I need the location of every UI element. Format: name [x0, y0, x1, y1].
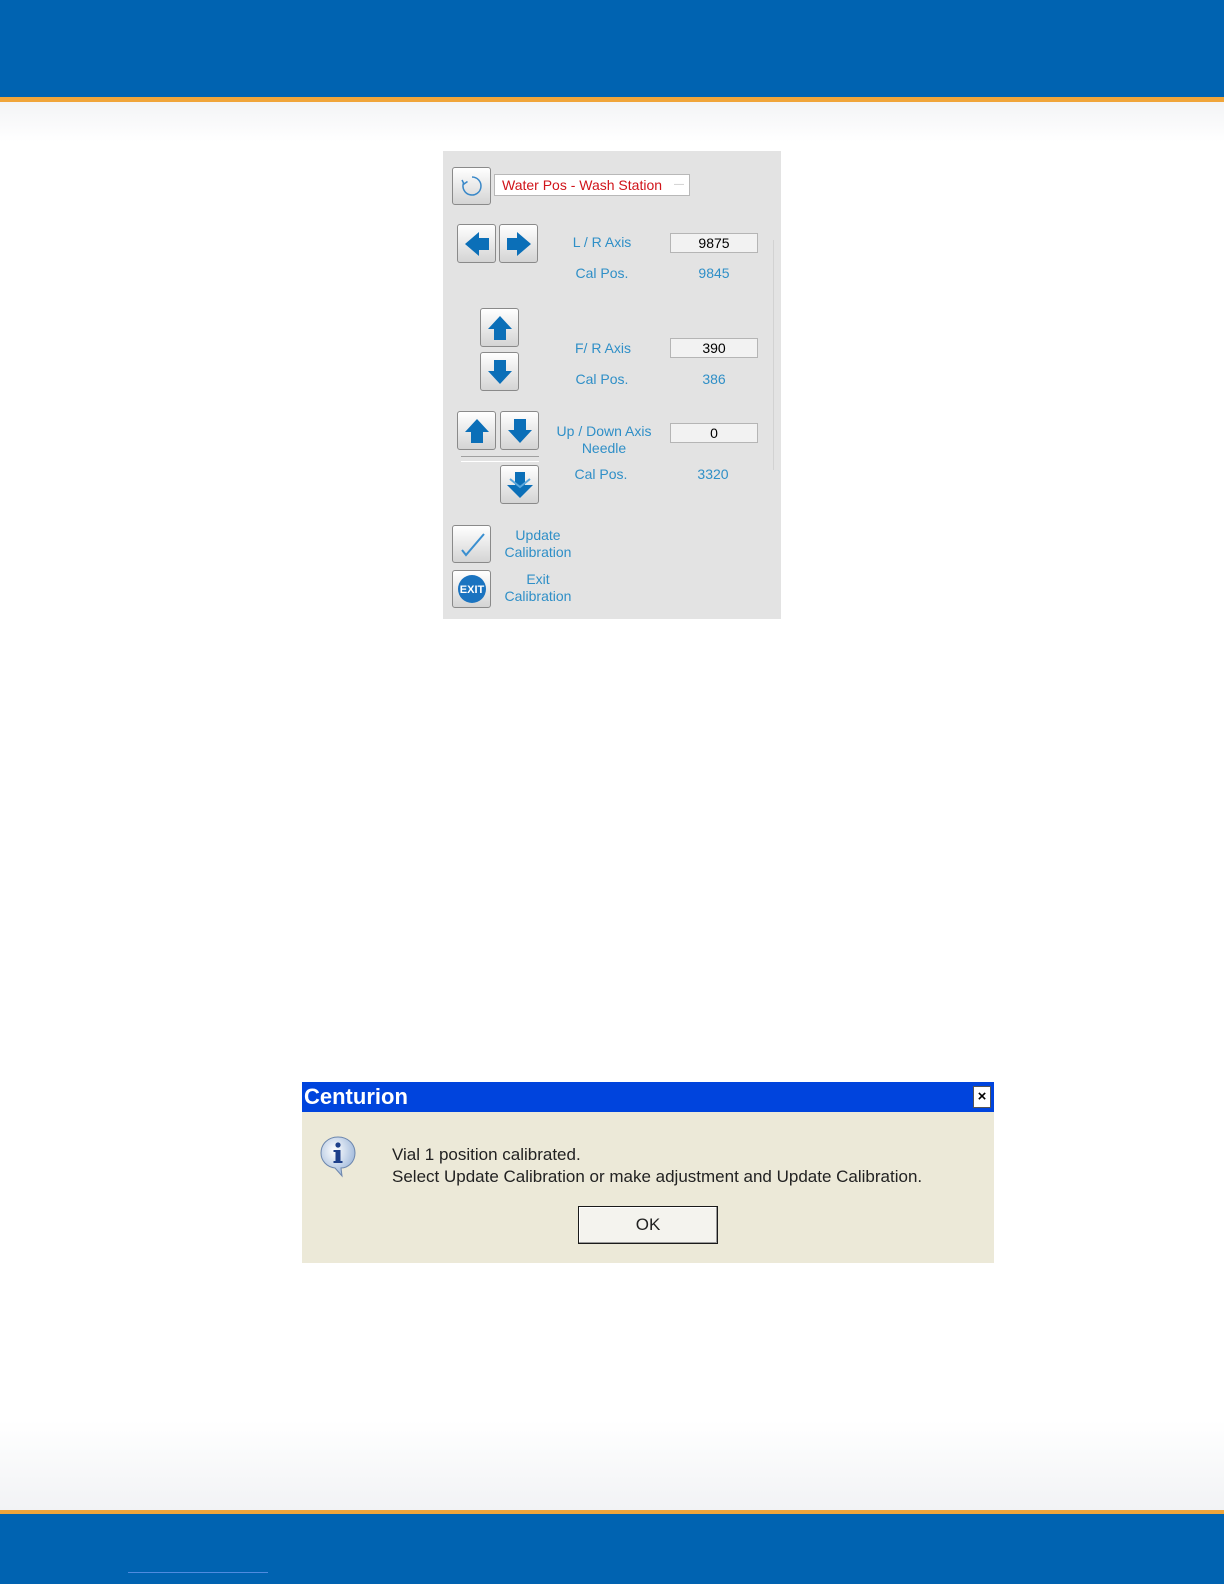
refresh-icon: [459, 173, 485, 199]
dialog-title-bar: [302, 1082, 994, 1112]
panel-divider-line: [773, 240, 774, 470]
header-shadow: [0, 102, 1224, 142]
ud-axis-readout: 0: [670, 423, 758, 443]
location-select-value: Water Pos - Wash Station: [502, 177, 663, 193]
move-up-button[interactable]: [457, 411, 496, 450]
dialog-message-line-1: Vial 1 position calibrated.: [392, 1145, 581, 1164]
location-select[interactable]: [494, 174, 690, 196]
checkmark-icon: [457, 529, 487, 559]
dialog-message-line-2: Select Update Calibration or make adjustment and Update Calibration.: [392, 1167, 923, 1186]
info-icon: [318, 1134, 358, 1178]
chevron-down-icon: —: [674, 179, 684, 190]
fr-cal-pos-value: 386: [702, 371, 726, 387]
fr-cal-pos-label: Cal Pos.: [575, 371, 629, 387]
exit-icon: [456, 573, 488, 605]
footer-shadow: [0, 1420, 1224, 1510]
move-right-button[interactable]: [499, 224, 538, 263]
close-icon[interactable]: ×: [973, 1086, 991, 1108]
update-calibration-button[interactable]: [452, 525, 491, 563]
ud-cal-pos-label: Cal Pos.: [574, 466, 628, 482]
move-down-button[interactable]: [500, 411, 539, 450]
arrow-up-icon: [485, 313, 515, 343]
footer-band: [0, 1514, 1224, 1584]
ok-button[interactable]: OK: [578, 1206, 718, 1244]
fr-axis-readout: 390: [670, 338, 758, 358]
exit-calibration-button[interactable]: [452, 570, 491, 608]
arrow-down-icon: [505, 416, 535, 446]
arrow-up-icon: [462, 416, 492, 446]
arrow-down-icon: [485, 357, 515, 387]
exit-calibration-label-2: Calibration: [504, 588, 572, 604]
needle-label: Needle: [581, 440, 627, 456]
update-calibration-label-1: Update: [515, 527, 561, 543]
move-rear-button[interactable]: [480, 352, 519, 391]
lr-axis-readout: 9875: [670, 233, 758, 253]
arrow-right-icon: [504, 229, 534, 259]
ud-cal-pos-value: 3320: [697, 466, 729, 482]
update-calibration-label-2: Calibration: [504, 544, 572, 560]
ud-axis-label: Up / Down Axis: [556, 423, 652, 439]
arrow-left-icon: [462, 229, 492, 259]
header-band: [0, 0, 1224, 97]
lr-cal-pos-label: Cal Pos.: [575, 265, 629, 281]
needle-divider: [461, 456, 539, 462]
dialog-title: Centurion: [304, 1084, 408, 1109]
needle-down-fast-button[interactable]: [500, 465, 539, 504]
exit-icon-text: EXIT: [459, 584, 484, 596]
refresh-button[interactable]: [452, 167, 491, 205]
lr-axis-label: L / R Axis: [572, 234, 632, 250]
double-arrow-down-icon: [505, 470, 535, 500]
move-forward-button[interactable]: [480, 308, 519, 347]
lr-cal-pos-value: 9845: [698, 265, 730, 281]
exit-calibration-label-1: Exit: [526, 571, 550, 587]
move-left-button[interactable]: [457, 224, 496, 263]
message-dialog: [302, 1082, 994, 1263]
footer-link-underline[interactable]: [128, 1572, 268, 1573]
fr-axis-label: F/ R Axis: [574, 340, 631, 356]
